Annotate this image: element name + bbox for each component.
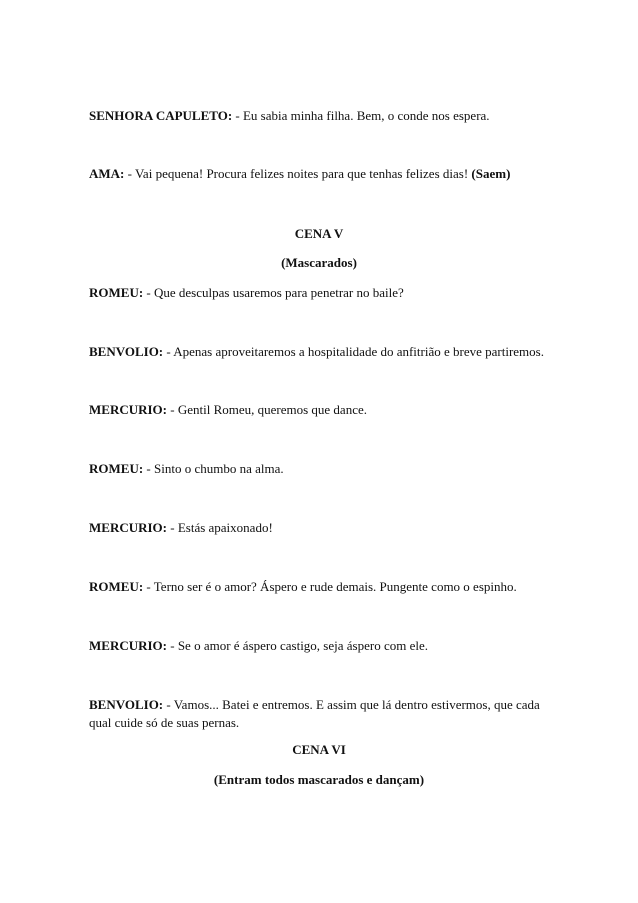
- dialogue-text: - Que desculpas usaremos para penetrar no baile?: [143, 285, 404, 300]
- dialogue-text: - Gentil Romeu, queremos que dance.: [167, 402, 367, 417]
- speaker-name: AMA:: [89, 166, 125, 181]
- scene-direction: (Mascarados): [281, 255, 357, 270]
- dialogue-line: [89, 519, 549, 537]
- dialogue-line: [89, 401, 549, 419]
- dialogue-text: - Apenas aproveitaremos a hospitalidade do anfitrião e breve partiremos.: [163, 344, 544, 359]
- dialogue-line: [89, 343, 549, 361]
- dialogue-line: [89, 107, 549, 125]
- speaker-name: BENVOLIO:: [89, 697, 164, 712]
- dialogue-text: - Eu sabia minha filha. Bem, o conde nos espera.: [232, 108, 490, 123]
- speaker-name: ROMEU:: [89, 461, 144, 476]
- dialogue-text: - Vai pequena! Procura felizes noites para que tenhas felizes dias!: [124, 166, 472, 181]
- dialogue-text: - Terno ser é o amor? Áspero e rude demais. Pungente como o espinho.: [143, 579, 517, 594]
- dialogue-text: - Sinto o chumbo na alma.: [143, 461, 284, 476]
- stage-direction: (Saem): [471, 166, 511, 181]
- speaker-name: ROMEU:: [89, 579, 144, 594]
- speaker-name: SENHORA CAPULETO:: [89, 108, 233, 123]
- speaker-name: BENVOLIO:: [89, 344, 164, 359]
- scene-title: CENA VI: [292, 742, 346, 757]
- dialogue-line: [89, 637, 549, 655]
- scene-title: CENA V: [294, 226, 344, 241]
- dialogue-line: [89, 165, 549, 183]
- dialogue-line: [89, 284, 549, 302]
- dialogue-line: [89, 578, 549, 596]
- scene-direction: (Entram todos mascarados e dançam): [213, 772, 425, 787]
- dialogue-text: - Se o amor é áspero castigo, seja áspero com ele.: [167, 638, 428, 653]
- dialogue-paragraph: [89, 696, 549, 732]
- dialogue-line: [89, 460, 549, 478]
- dialogue-text: - Estás apaixonado!: [167, 520, 273, 535]
- speaker-name: ROMEU:: [89, 285, 144, 300]
- speaker-name: MERCURIO:: [89, 402, 167, 417]
- speaker-name: MERCURIO:: [89, 520, 167, 535]
- speaker-name: MERCURIO:: [89, 638, 167, 653]
- dialogue-text: - Vamos... Batei e entremos. E assim que lá dentro estivermos, que cada qual cuide só de suas pernas.: [89, 697, 540, 730]
